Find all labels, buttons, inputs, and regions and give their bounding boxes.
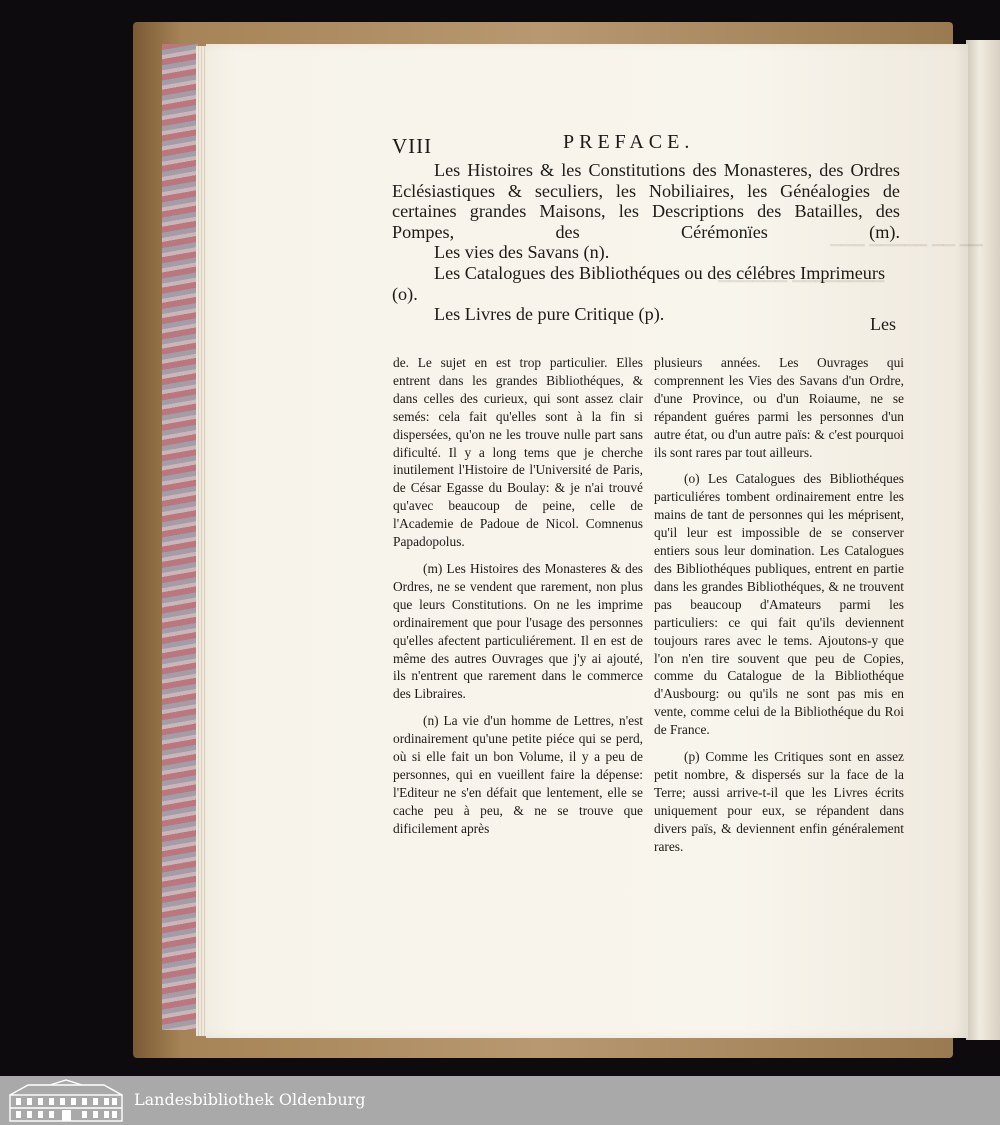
catchword: Les [870, 314, 896, 334]
show-through: ▔▔▔▔▔▔ ▔▔▔▔▔▔▔▔ [718, 280, 885, 298]
main-paragraph: Les Livres de pure Critique (p). [434, 304, 665, 325]
library-name: Landesbibliothek Oldenburg [134, 1090, 366, 1109]
footnote-column-right [654, 354, 904, 855]
footnote-continuation: de. Le sujet en est trop particulier. Elles entrent dans les grandes Bibliothéques, & dans celles des curieux, qui sont assez clair semés: cela fait qu'elles sont à la fin si dispersées, qu'on ne les trouve nulle part sans dificulté. Il y a long tems que je cherche inutilement l'Histoire de l'Université de Paris, de César Egasse du Boulay: & je n'ai trouvé qu'avec beaucoup de peine, celle de l'Academie de Padoue de Nicol. Comnenus Papadopolus. [393, 355, 643, 550]
footnote-continuation: plusieurs années. Les Ouvrages qui comprennent les Vies des Savans d'un Ordre, d'une Province, ou d'un Roiaume, ne se répandent guéres parmi les personnes d'un autre état, ou d'un autre païs: & c'est pourquoi ils sont rares par tout ailleurs. [654, 355, 904, 460]
library-building-icon [8, 1079, 124, 1125]
main-paragraph: Les Catalogues des Bibliothéques ou des célébres Imprimeurs (o). [392, 262, 886, 304]
show-through: ▔▔▔ ▔▔▔▔▔ ▔▔ ▔▔ [830, 244, 983, 262]
footnote-n: (n) La vie d'un homme de Lettres, n'est ordinairement qu'une petite piéce qui se perd, où si elle fait un bon Volume, il y a peu de personnes, qui en vueillent faire la dépense: l'Editeur ne s'en défait que lentement, elle se cache peu à peu, & ne se trouve que dificilement après [393, 713, 643, 836]
marbled-endpaper [162, 44, 198, 1030]
footnote-o: (o) Les Catalogues des Bibliothéques particuliéres tombent ordinairement entre les mains de tant de personnes qui les méprisent, qu'il leur est impossible de se conserver entiers sous leur domination. Les Catalogues des Bibliothéques publiques, entrent en partie dans les grandes Bibliothéques, & ne trouvent pas beaucoup d'Amateurs parmi les particuliers: ce qui fait qu'ils deviennent toujours rares avec le tems. Ajoutons-y que l'on n'en tire souvent que peu de Copies, comme du Catalogue de la Bibliothéque d'Ausbourg: ou qu'ils ne sont pas mis en vente, comme celui de la Bibliothéque du Roi de France. [654, 471, 904, 738]
page-edges [966, 40, 1000, 1040]
footnote-p: (p) Comme les Critiques sont en assez petit nombre, & dispersés sur la face de la Terre; aussi arrive-t-il que les Livres écrits uniquement pour eux, se répandent dans divers païs, & deviennent enfin généralement rares. [654, 749, 904, 854]
footnote-m: (m) Les Histoires des Monasteres & des Ordres, ne se vendent que rarement, non plus que leurs Constitutions. On ne les imprime ordinairement que pour l'usage des personnes qu'elles afectent particuliérement. Il en est de même des autres Ouvrages que j'y ai ajouté, ils n'entrent que rarement dans le commerce des Libraires. [393, 560, 643, 702]
main-text [392, 160, 900, 325]
main-paragraph: Les Histoires & les Constitutions des Monasteres, des Ordres Eclésiastiques & seculiers, les Nobiliaires, les Généalogies de certaines grandes Maisons, les Descriptions des Batailles, des Pompes, des Cérémonïes (m). [392, 160, 900, 242]
running-title: PREFACE. [563, 131, 695, 153]
footer-bar [0, 1076, 1000, 1125]
page-number: VIII [392, 134, 433, 158]
footnote-column-left [393, 354, 643, 838]
main-paragraph: Les vies des Savans (n). [434, 242, 610, 263]
